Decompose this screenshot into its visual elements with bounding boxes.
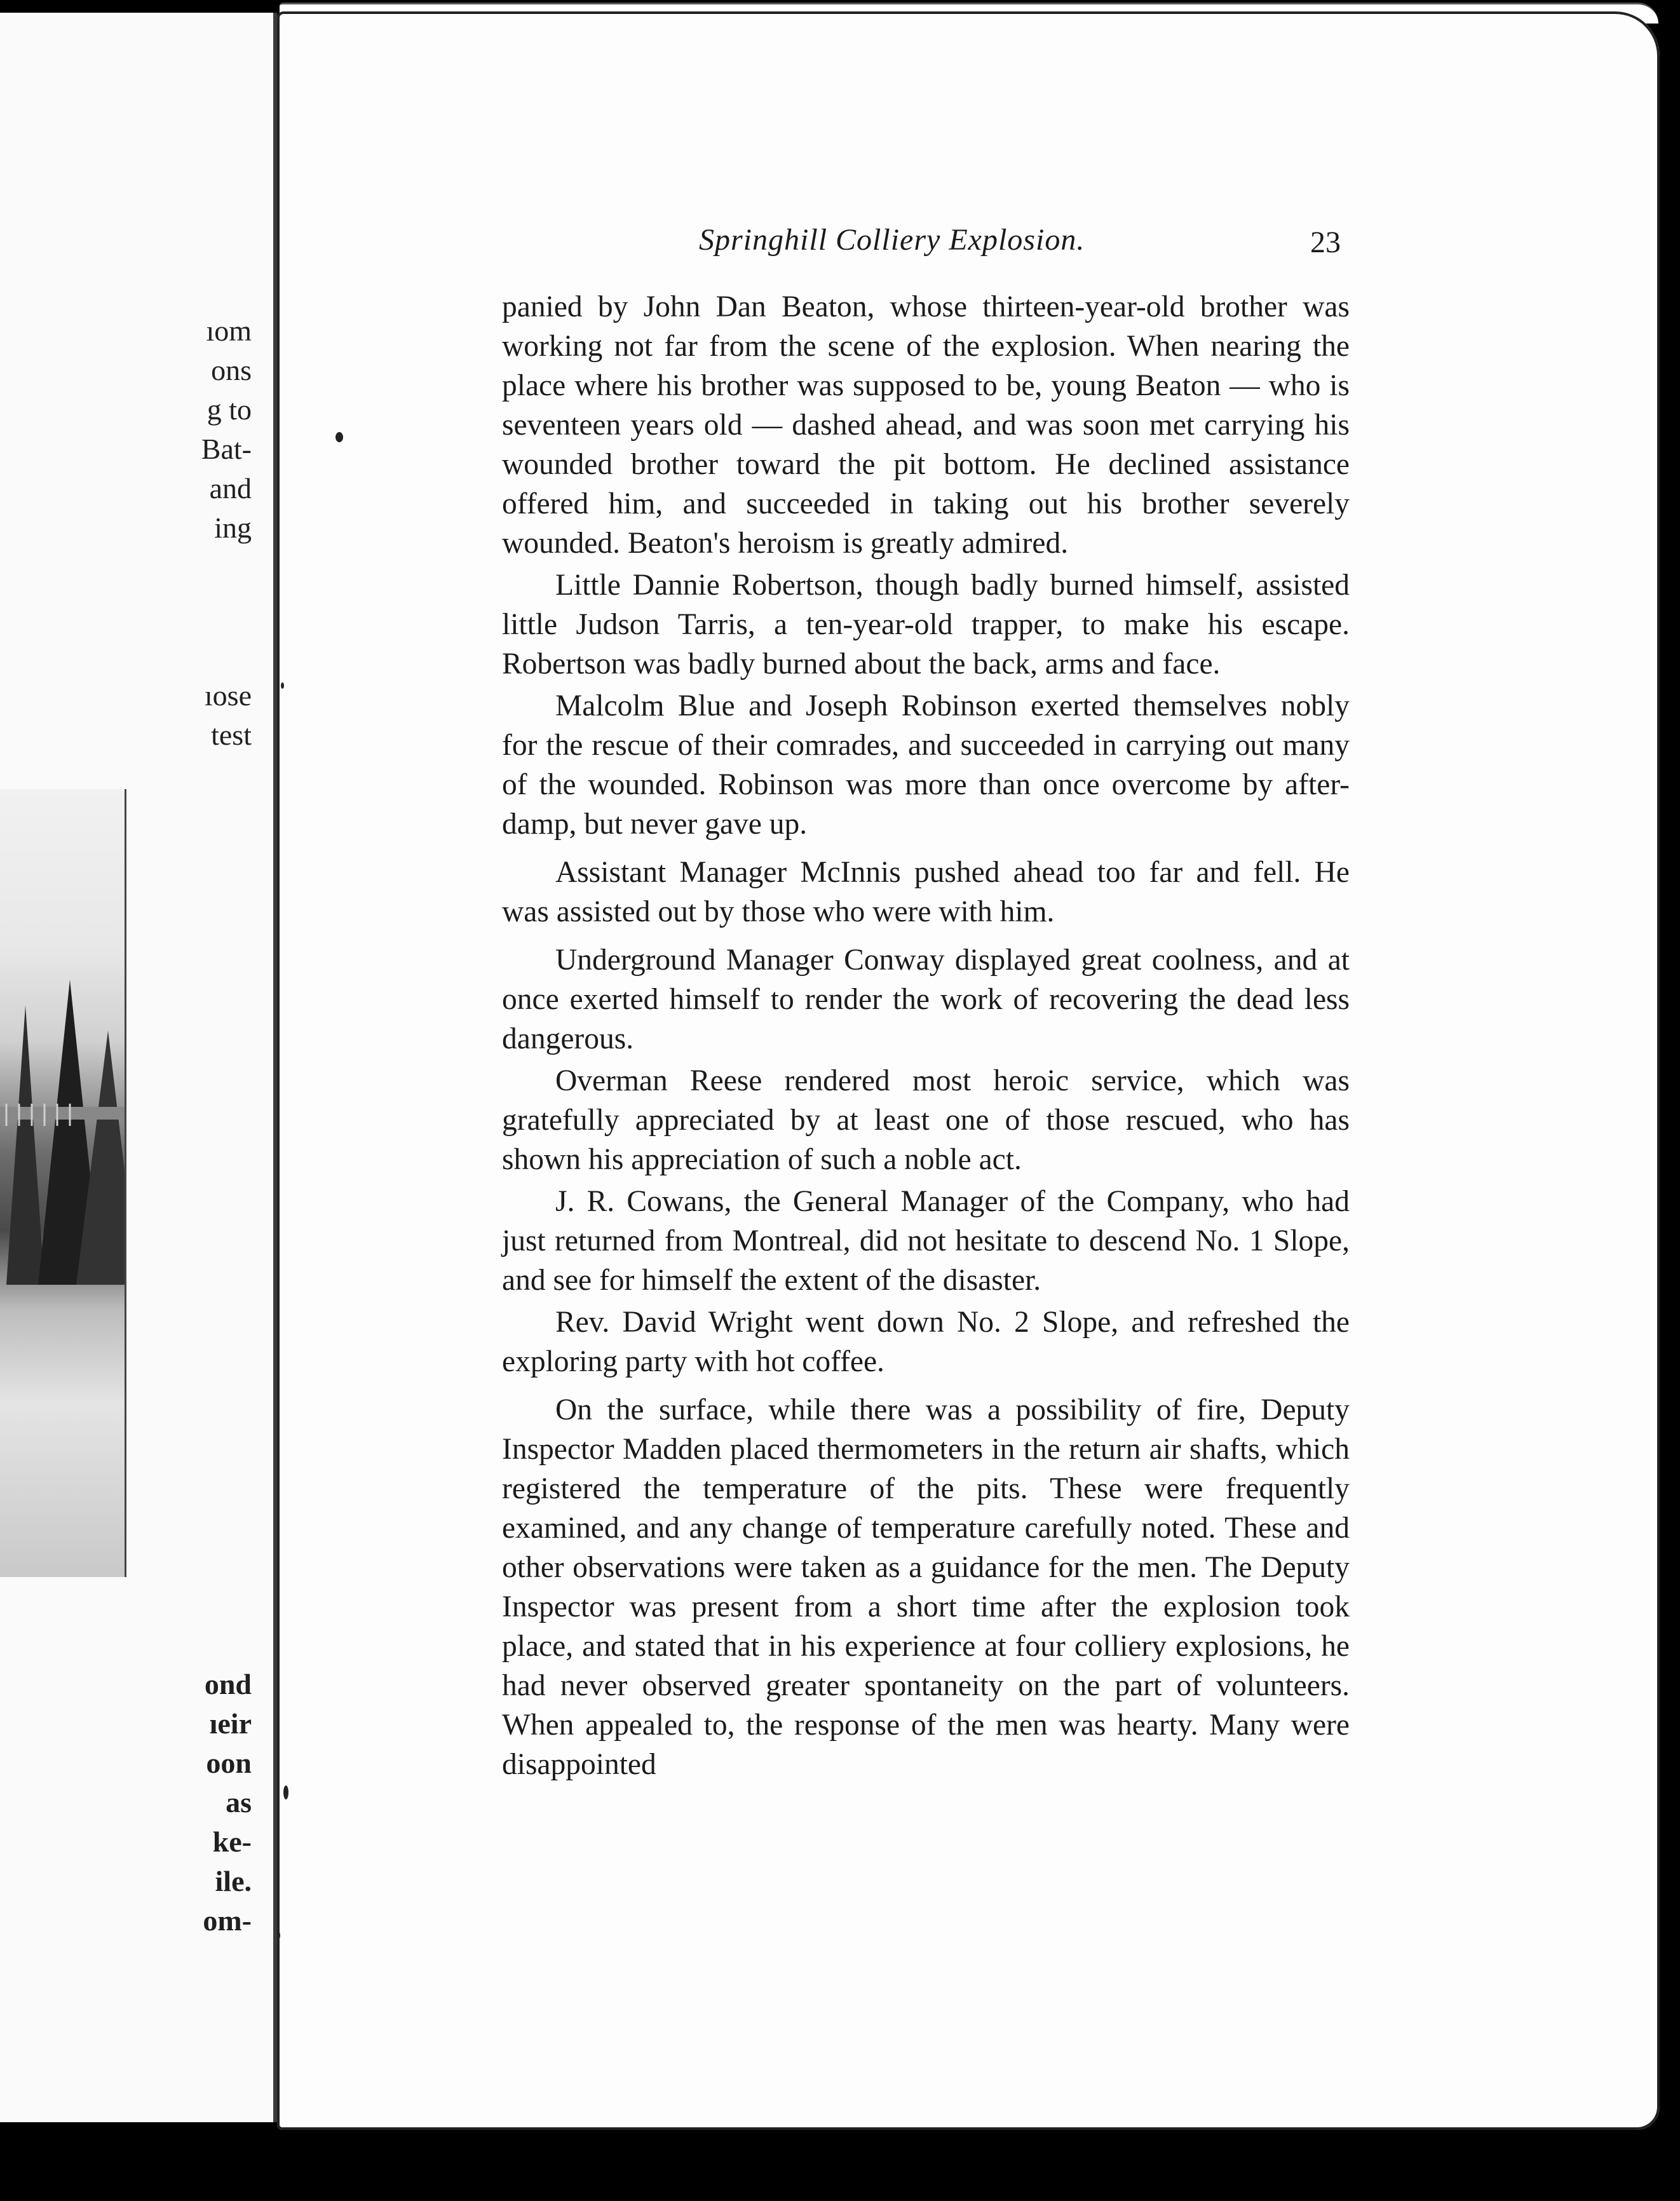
left-fragment: om- <box>203 1904 252 1937</box>
left-fragment: ıose <box>204 679 252 712</box>
left-page-text-fragments-bottom <box>150 1665 252 1940</box>
body-text <box>502 287 1350 1784</box>
left-fragment: g to <box>207 393 252 426</box>
left-fragment: ıeir <box>209 1707 252 1740</box>
left-fragment: ons <box>211 354 252 386</box>
left-fragment: and <box>209 472 252 505</box>
left-fragment: ond <box>204 1668 252 1700</box>
left-fragment: ke- <box>212 1825 252 1858</box>
left-fragment: as <box>226 1786 252 1818</box>
left-fragment: oon <box>206 1747 252 1779</box>
paragraph: Underground Manager Conway displayed great coolness, and at once exerted himself to render the work of recovering the dead less dangerous. <box>502 944 1350 1055</box>
left-page-text-fragments-middle <box>150 676 252 755</box>
paragraph: Overman Reese rendered most heroic service, which was gratefully appreciated by at least one of those rescued, who has shown his appreciation of such a noble act. <box>502 1064 1350 1176</box>
paragraph: On the surface, while there was a possibility of fire, Deputy Inspector Madden placed thermometers in the return air shafts, which registered the temperature of the pits. These were frequently examined, and any change of temperature carefully noted. These and other observations were taken as a guidance for the men. The Deputy Inspector was present from a short time after the explosion took place, and stated that in his experience at four colliery explosions, he had never observed greater spontaneity on the part of volunteers. When appealed to, the response of the men was hearty. Many were disappointed <box>502 1393 1350 1781</box>
paragraph: Malcolm Blue and Joseph Robinson exerted themselves nobly for the rescue of their comrades, and succeeded in carrying out many of the wounded. Robinson was more than once overcome by after-damp, but never gave up. <box>502 689 1350 841</box>
paragraph: J. R. Cowans, the General Manager of the Company, who had just returned from Montreal, did not hesitate to descend No. 1 Slope, and see for himself the extent of the disaster. <box>502 1185 1350 1297</box>
paragraph: Little Dannie Robertson, though badly burned himself, assisted little Judson Tarris, a ten-year-old trapper, to make his escape. Robertson was badly burned about the back, arms and face. <box>502 569 1350 681</box>
paragraph: panied by John Dan Beaton, whose thirteen-year-old brother was working not far from the scene of the explosion. When nearing the place where his brother was supposed to be, young Beaton — who is seventeen years old — dashed ahead, and was soon met carrying his wounded brother toward the pit bottom. He declined assistance offered him, and succeeded in taking out his brother severely wounded. Beaton's heroism is greatly admired. <box>502 290 1350 560</box>
left-fragment: test <box>211 719 252 751</box>
facing-left-page <box>0 13 277 2122</box>
scan-speck <box>283 1785 288 1799</box>
scan-speck <box>277 1932 280 1939</box>
paragraph: Assistant Manager McInnis pushed ahead too far and fell. He was assisted out by those who were with him. <box>502 856 1350 928</box>
left-fragment: Bat- <box>201 433 252 465</box>
left-fragment: ıom <box>206 315 252 347</box>
scan-speck <box>335 432 343 442</box>
paragraph: Rev. David Wright went down No. 2 Slope, and refreshed the exploring party with hot coffee. <box>502 1306 1350 1378</box>
running-header-title: Springhill Colliery Explosion. <box>699 223 1085 257</box>
scan-speck <box>281 682 284 689</box>
trees-photo-detail <box>0 980 125 1285</box>
left-fragment: ile. <box>215 1865 252 1897</box>
left-page-photograph <box>0 789 126 1577</box>
left-page-text-fragments-top <box>150 311 252 548</box>
left-fragment: ing <box>214 511 252 544</box>
page-number: 23 <box>1310 226 1341 259</box>
